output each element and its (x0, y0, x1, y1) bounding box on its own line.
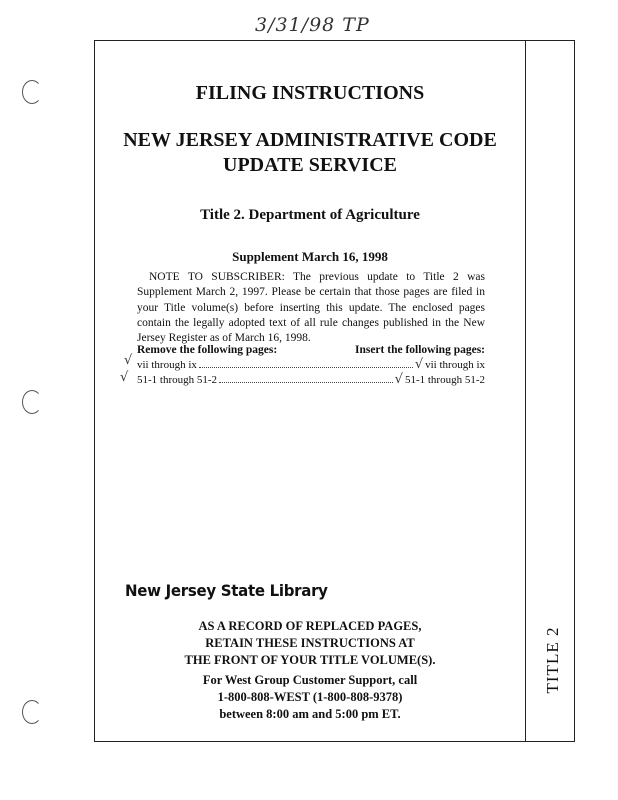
support-line-1: For West Group Customer Support, call (202, 673, 418, 687)
code-title (96, 128, 524, 178)
retain-line-3: THE FRONT OF YOUR TITLE VOLUME(S). (184, 653, 436, 667)
page-heading: FILING INSTRUCTIONS (195, 82, 425, 104)
customer-support (96, 672, 524, 723)
spine-divider (525, 40, 526, 742)
supplement-date: Supplement March 16, 1998 (232, 249, 388, 264)
remove-pages: 51-1 through 51-2 (137, 374, 218, 386)
insert-pages: vii through ix (425, 359, 485, 371)
code-title-line-1: NEW JERSEY ADMINISTRATIVE CODE (123, 129, 497, 151)
retain-line-2: RETAIN THESE INSTRUCTIONS AT (205, 636, 415, 650)
dot-leader (199, 367, 413, 368)
punch-hole-icon (22, 700, 42, 724)
page-columns-header (137, 344, 485, 356)
support-hours: between 8:00 am and 5:00 pm ET. (219, 707, 401, 721)
retain-instructions (96, 618, 524, 669)
code-title-line-2: UPDATE SERVICE (223, 154, 397, 176)
dot-leader (219, 382, 393, 383)
check-mark-icon: √ (124, 353, 133, 368)
remove-pages: vii through ix (137, 359, 197, 371)
subscriber-note: NOTE TO SUBSCRIBER: The previous update to Title 2 was Supplement March 2, 1997. Please be certain that those pages are filed in your Title volume(s) before inserting this update. The enclosed pages contain the legally adopted text of all rule changes published in the New Jersey Register as of March 16, 1998. (137, 271, 485, 345)
remove-column-header: Remove the following pages: (137, 344, 278, 356)
handwritten-date-note: 3/31/98 TP (255, 14, 370, 36)
frame-top-border (94, 40, 575, 41)
insert-column-header: Insert the following pages: (354, 344, 485, 356)
retain-line-1: AS A RECORD OF REPLACED PAGES, (198, 619, 422, 633)
page-row (124, 353, 485, 372)
support-phone: 1-800-808-WEST (1-800-808-9378) (217, 690, 403, 704)
frame-left-border (94, 40, 95, 742)
page-row (120, 370, 485, 387)
punch-hole-icon (22, 390, 42, 414)
check-mark-icon: √ (414, 357, 424, 372)
punch-hole-icon (22, 80, 42, 104)
insert-pages: 51-1 through 51-2 (404, 374, 485, 386)
check-mark-icon: √ (394, 372, 403, 387)
spine-label: TITLE 2 (543, 626, 562, 694)
library-stamp: New Jersey State Library (125, 581, 328, 601)
frame-right-border (574, 40, 575, 742)
check-mark-icon: √ (120, 370, 129, 385)
frame-bottom-border (94, 741, 575, 742)
title-heading: Title 2. Department of Agriculture (200, 207, 420, 223)
